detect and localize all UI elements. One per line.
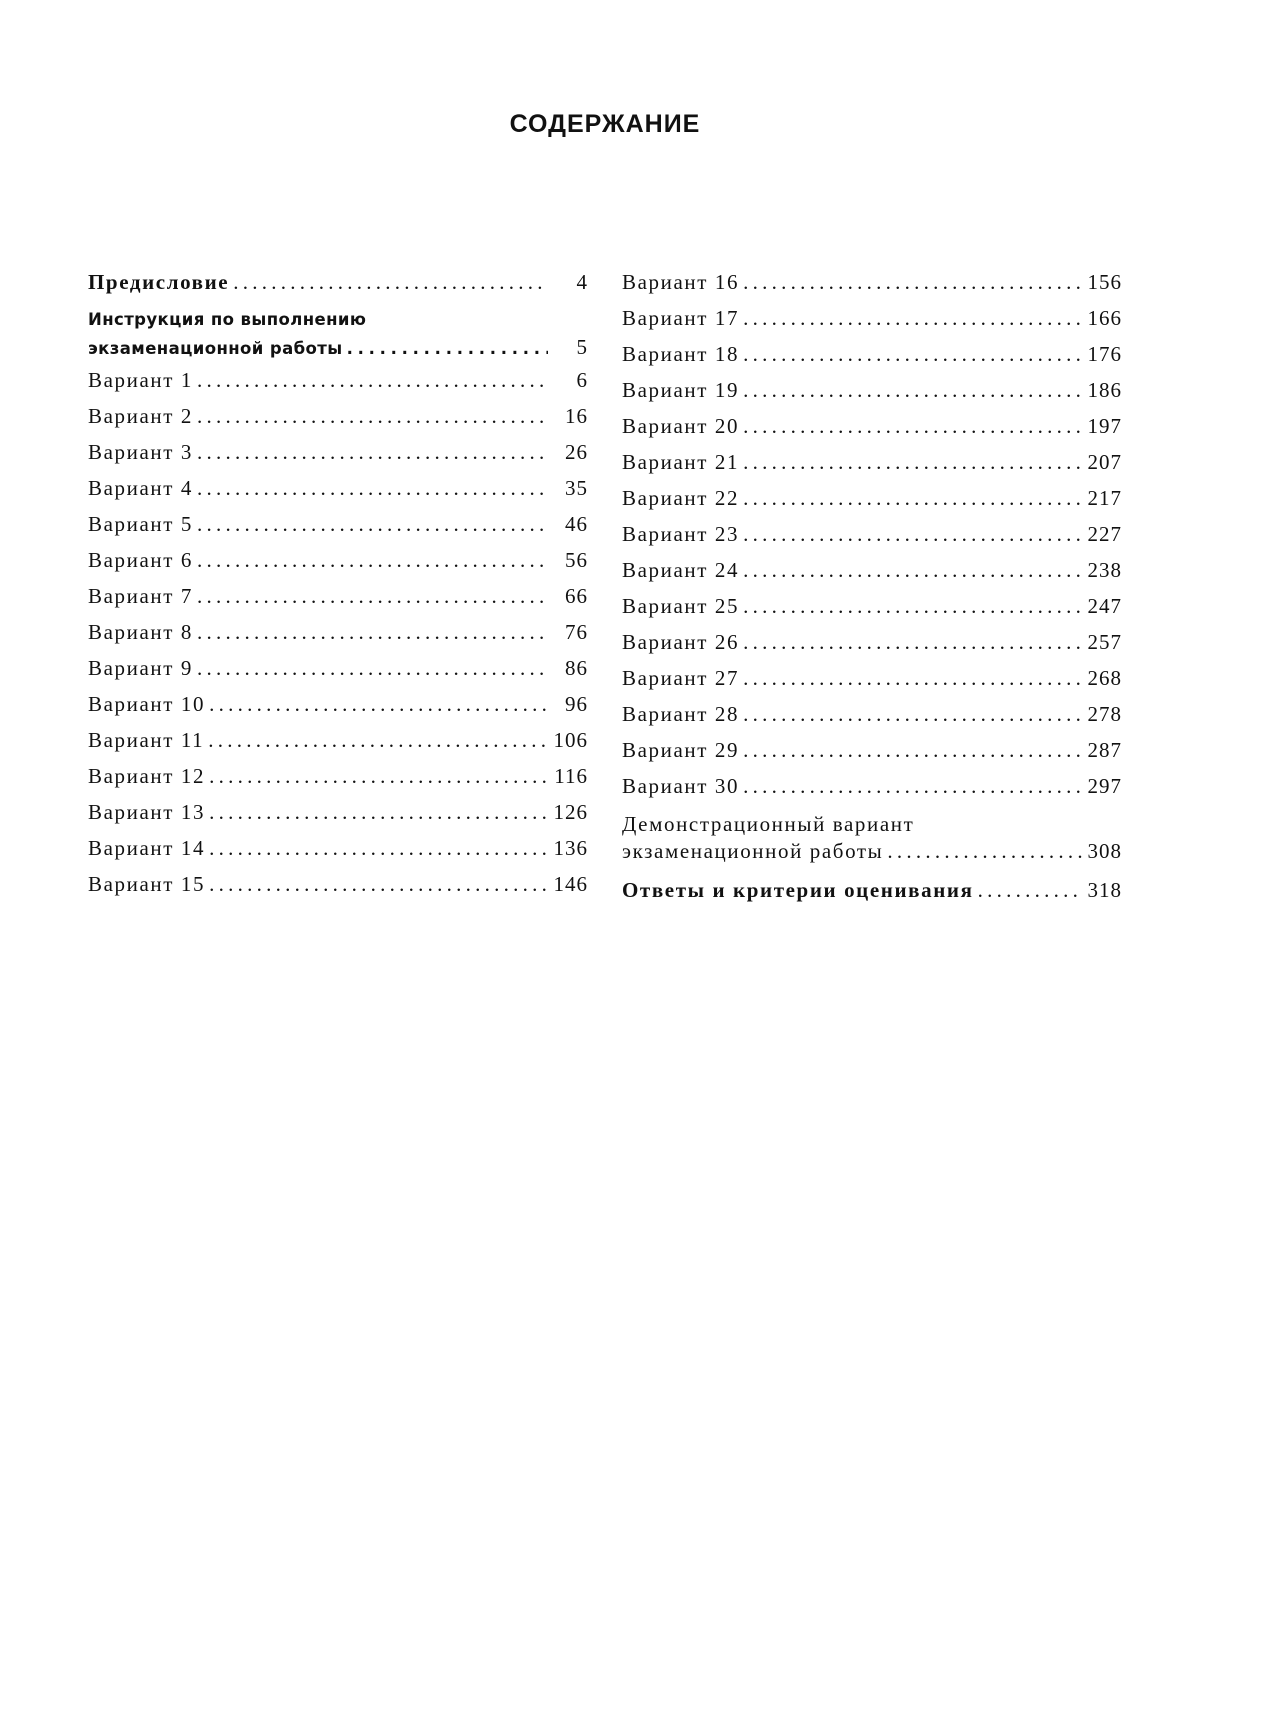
toc-entry-label: Вариант 29 <box>622 738 740 762</box>
leader-dots <box>743 336 1081 372</box>
toc-entry-page: 35 <box>565 476 588 500</box>
toc-entry-variant[interactable] <box>88 578 588 614</box>
leader-dots <box>197 398 548 434</box>
toc-entry-label-line1: Инструкция по выполнению <box>88 310 367 329</box>
toc-entry-variant[interactable] <box>622 408 1122 444</box>
leader-dots <box>197 470 548 506</box>
toc-entry-label: Предисловие <box>88 270 230 294</box>
leader-dots <box>743 300 1081 336</box>
leader-dots <box>209 794 547 830</box>
toc-entry-variant[interactable] <box>88 506 588 542</box>
toc-entry-label: Вариант 7 <box>88 584 193 608</box>
toc-entry-variant[interactable] <box>88 722 588 758</box>
toc-entry-demo[interactable] <box>622 812 1122 866</box>
toc-entry-variant[interactable] <box>622 264 1122 300</box>
toc-entry-page: 308 <box>1087 839 1122 863</box>
toc-entry-instruction[interactable] <box>88 308 588 362</box>
toc-entry-page: 76 <box>565 620 588 644</box>
leader-dots <box>743 732 1081 768</box>
toc-entry-variant[interactable] <box>622 624 1122 660</box>
toc-entry-variant[interactable] <box>88 542 588 578</box>
toc-entry-page: 16 <box>565 404 588 428</box>
toc-entry-label: Вариант 16 <box>622 270 740 294</box>
toc-entry-label: Вариант 27 <box>622 666 740 690</box>
leader-dots <box>743 372 1081 408</box>
toc-right-column <box>622 264 1122 908</box>
toc-entry-variant[interactable] <box>88 794 588 830</box>
toc-entry-page: 257 <box>1087 630 1122 654</box>
toc-entry-variant[interactable] <box>88 398 588 434</box>
toc-entry-variant[interactable] <box>622 588 1122 624</box>
toc-entry-page: 318 <box>1087 878 1122 902</box>
toc-entry-page: 238 <box>1087 558 1122 582</box>
leader-dots <box>978 872 1082 908</box>
toc-entry-label: Вариант 2 <box>88 404 193 428</box>
toc-entry-variant[interactable] <box>88 434 588 470</box>
leader-dots <box>743 264 1081 300</box>
toc-entry-label: Вариант 14 <box>88 836 206 860</box>
toc-entry-label: Вариант 28 <box>622 702 740 726</box>
toc-entry-variant[interactable] <box>622 768 1122 804</box>
toc-left-column <box>88 264 588 902</box>
toc-entry-page: 278 <box>1087 702 1122 726</box>
toc-entry-label-line1: Демонстрационный вариант <box>622 812 915 836</box>
toc-entry-label-line2: экзаменационной работы <box>88 339 343 358</box>
toc-entry-label: Вариант 17 <box>622 306 740 330</box>
leader-dots <box>197 542 548 578</box>
toc-entry-label: Вариант 22 <box>622 486 740 510</box>
toc-entry-page: 126 <box>553 800 588 824</box>
toc-entry-answers[interactable] <box>622 872 1122 908</box>
toc-entry-label: Вариант 26 <box>622 630 740 654</box>
toc-entry-label: Вариант 30 <box>622 774 740 798</box>
leader-dots <box>197 434 548 470</box>
toc-entry-variant[interactable] <box>88 758 588 794</box>
toc-entry-label: Вариант 8 <box>88 620 193 644</box>
page-title: СОДЕРЖАНИЕ <box>509 110 701 138</box>
leader-dots <box>743 444 1081 480</box>
toc-entry-page: 156 <box>1087 270 1122 294</box>
toc-entry-label: Вариант 18 <box>622 342 740 366</box>
toc-entry-preface[interactable] <box>88 264 588 300</box>
leader-dots <box>209 866 547 902</box>
toc-entry-page: 46 <box>565 512 588 536</box>
leader-dots <box>197 614 548 650</box>
toc-entry-label: Вариант 25 <box>622 594 740 618</box>
leader-dots <box>743 660 1081 696</box>
toc-entry-variant[interactable] <box>622 516 1122 552</box>
toc-entry-label: Вариант 12 <box>88 764 206 788</box>
toc-entry-variant[interactable] <box>88 470 588 506</box>
leader-dots <box>197 650 548 686</box>
toc-entry-page: 287 <box>1087 738 1122 762</box>
leader-dots <box>743 588 1081 624</box>
leader-dots <box>209 830 547 866</box>
toc-entry-variant[interactable] <box>622 552 1122 588</box>
toc-entry-label: Вариант 11 <box>88 728 205 752</box>
toc-variant-list-right <box>622 264 1122 804</box>
toc-entry-page: 26 <box>565 440 588 464</box>
toc-entry-page: 217 <box>1087 486 1122 510</box>
toc-entry-page: 66 <box>565 584 588 608</box>
toc-entry-page: 227 <box>1087 522 1122 546</box>
toc-entry-label: Вариант 5 <box>88 512 193 536</box>
toc-entry-label: Вариант 9 <box>88 656 193 680</box>
toc-entry-page: 6 <box>576 368 588 392</box>
leader-dots <box>743 768 1081 804</box>
toc-entry-page: 5 <box>576 335 588 359</box>
leader-dots <box>743 624 1081 660</box>
leader-dots <box>209 686 548 722</box>
leader-dots <box>197 506 548 542</box>
toc-entry-page: 136 <box>553 836 588 860</box>
toc-entry-page: 197 <box>1087 414 1122 438</box>
leader-dots <box>743 480 1081 516</box>
leader-dots <box>743 408 1081 444</box>
leader-dots <box>197 578 548 614</box>
toc-entry-label: Вариант 23 <box>622 522 740 546</box>
toc-entry-label: Вариант 3 <box>88 440 193 464</box>
leader-dots <box>743 696 1081 732</box>
toc-entry-variant[interactable] <box>88 650 588 686</box>
toc-entry-variant[interactable] <box>622 732 1122 768</box>
toc-entry-variant[interactable] <box>622 336 1122 372</box>
toc-entry-variant[interactable] <box>622 480 1122 516</box>
toc-entry-page: 268 <box>1087 666 1122 690</box>
toc-entry-label: Вариант 1 <box>88 368 193 392</box>
toc-entry-page: 207 <box>1087 450 1122 474</box>
leader-dots <box>347 334 548 364</box>
toc-entry-label: Вариант 4 <box>88 476 193 500</box>
toc-variant-list-left <box>88 362 588 902</box>
toc-entry-page: 106 <box>553 728 588 752</box>
toc-entry-variant[interactable] <box>622 444 1122 480</box>
toc-entry-variant[interactable] <box>88 362 588 398</box>
toc-entry-page: 247 <box>1087 594 1122 618</box>
leader-dots <box>743 552 1081 588</box>
toc-entry-page: 4 <box>576 270 588 294</box>
toc-entry-variant[interactable] <box>622 660 1122 696</box>
leader-dots <box>233 264 548 300</box>
toc-entry-variant[interactable] <box>88 686 588 722</box>
leader-dots <box>887 836 1081 866</box>
toc-entry-variant[interactable] <box>88 866 588 902</box>
leader-dots <box>197 362 548 398</box>
toc-entry-variant[interactable] <box>88 830 588 866</box>
toc-entry-page: 166 <box>1087 306 1122 330</box>
toc-entry-page: 176 <box>1087 342 1122 366</box>
toc-entry-label: Вариант 15 <box>88 872 206 896</box>
leader-dots <box>208 722 547 758</box>
toc-entry-variant[interactable] <box>622 300 1122 336</box>
toc-entry-page: 116 <box>554 764 588 788</box>
toc-entry-variant[interactable] <box>622 372 1122 408</box>
toc-entry-page: 96 <box>565 692 588 716</box>
toc-entry-label: Ответы и критерии оценивания <box>622 878 974 902</box>
toc-entry-variant[interactable] <box>622 696 1122 732</box>
toc-entry-page: 297 <box>1087 774 1122 798</box>
leader-dots <box>743 516 1081 552</box>
toc-entry-variant[interactable] <box>88 614 588 650</box>
toc-entry-label-line2: экзаменационной работы <box>622 839 884 863</box>
leader-dots <box>209 758 548 794</box>
toc-entry-page: 56 <box>565 548 588 572</box>
toc-entry-label: Вариант 10 <box>88 692 206 716</box>
toc-entry-page: 186 <box>1087 378 1122 402</box>
toc-entry-label: Вариант 13 <box>88 800 206 824</box>
toc-entry-label: Вариант 24 <box>622 558 740 582</box>
toc-entry-label: Вариант 6 <box>88 548 193 572</box>
toc-entry-page: 146 <box>553 872 588 896</box>
toc-entry-label: Вариант 20 <box>622 414 740 438</box>
toc-entry-label: Вариант 19 <box>622 378 740 402</box>
toc-entry-label: Вариант 21 <box>622 450 740 474</box>
toc-entry-page: 86 <box>565 656 588 680</box>
